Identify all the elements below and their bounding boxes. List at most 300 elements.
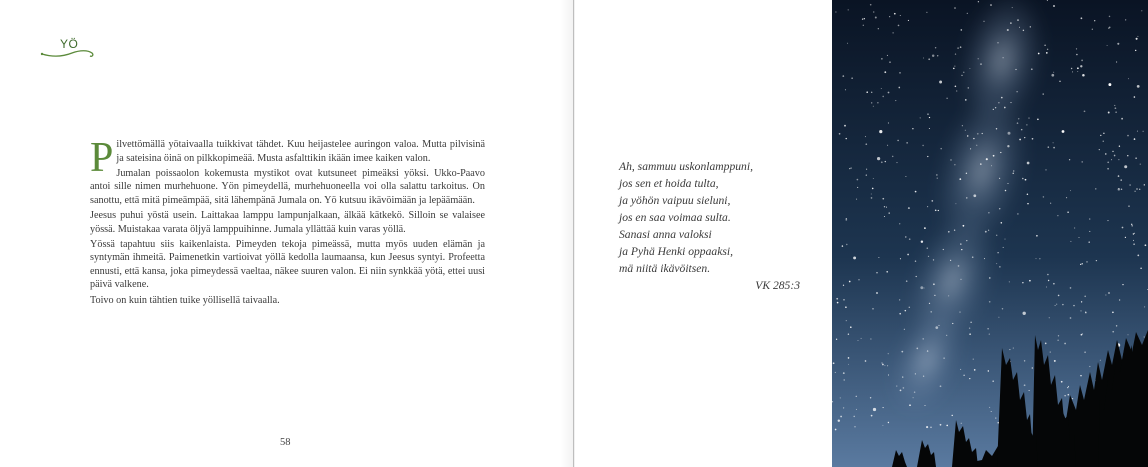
- star: [976, 145, 977, 146]
- star: [1057, 215, 1058, 216]
- star: [929, 303, 930, 304]
- star: [1002, 308, 1003, 309]
- star: [1071, 68, 1072, 69]
- star: [1070, 317, 1072, 319]
- star: [899, 313, 901, 315]
- star: [1049, 317, 1050, 318]
- star: [1016, 91, 1017, 92]
- star: [1009, 349, 1010, 350]
- star: [1027, 203, 1028, 204]
- star: [1133, 240, 1134, 241]
- star: [955, 53, 956, 54]
- star: [1107, 220, 1108, 221]
- star: [966, 197, 967, 198]
- star: [870, 397, 871, 398]
- hymn-line: ja Pyhä Henki oppaaksi,: [619, 245, 733, 258]
- star: [960, 369, 961, 370]
- star: [856, 199, 857, 200]
- star: [930, 426, 932, 428]
- star: [967, 135, 968, 136]
- star: [905, 310, 907, 312]
- star: [879, 130, 882, 133]
- star: [1058, 335, 1059, 336]
- star: [978, 1, 979, 2]
- star: [1029, 390, 1030, 391]
- star: [872, 188, 874, 190]
- star: [1122, 284, 1123, 285]
- star: [1037, 118, 1039, 120]
- star: [991, 165, 992, 166]
- star: [1030, 26, 1031, 27]
- star: [978, 58, 979, 59]
- star: [1070, 287, 1072, 289]
- star: [1140, 164, 1141, 165]
- hymn-line: mä niitä ikävöitsen.: [619, 262, 711, 275]
- flourish-ornament-icon: [40, 47, 100, 59]
- star: [920, 286, 923, 289]
- star: [1013, 173, 1014, 174]
- star: [930, 311, 931, 312]
- star: [899, 223, 900, 224]
- star: [833, 362, 835, 364]
- star: [1067, 212, 1068, 213]
- star: [1031, 68, 1033, 70]
- star: [1064, 395, 1065, 396]
- star: [950, 159, 951, 160]
- star: [1135, 158, 1136, 159]
- star: [997, 252, 998, 253]
- star: [884, 365, 885, 366]
- star: [1062, 130, 1065, 133]
- star: [939, 81, 942, 84]
- star: [923, 376, 924, 377]
- star: [1128, 205, 1130, 207]
- star: [980, 163, 982, 165]
- page-number: 58: [280, 437, 291, 448]
- star: [987, 328, 988, 329]
- star: [907, 142, 908, 143]
- star: [851, 78, 852, 79]
- star: [906, 280, 908, 282]
- star: [935, 210, 937, 212]
- star: [921, 240, 923, 242]
- star: [1136, 188, 1137, 189]
- star: [1045, 169, 1046, 170]
- star: [1053, 5, 1055, 7]
- star: [1107, 168, 1109, 170]
- star: [870, 4, 872, 6]
- star: [905, 236, 906, 237]
- star: [969, 378, 970, 379]
- star: [871, 92, 872, 93]
- star: [878, 28, 879, 29]
- star: [933, 283, 935, 285]
- star: [838, 419, 840, 421]
- star: [857, 179, 859, 181]
- star: [848, 334, 849, 335]
- star: [1032, 367, 1033, 368]
- star: [936, 174, 937, 175]
- star: [1066, 197, 1067, 198]
- star: [973, 359, 974, 360]
- star: [1076, 48, 1077, 49]
- gutter-shadow: [560, 0, 575, 467]
- right-page: [575, 0, 832, 467]
- star: [904, 329, 905, 330]
- star: [928, 256, 929, 257]
- starry-night-sky-photo: [832, 0, 1148, 467]
- star: [889, 61, 890, 62]
- star: [887, 365, 888, 366]
- star: [1051, 74, 1054, 77]
- star: [908, 207, 910, 209]
- star: [882, 198, 884, 200]
- star: [873, 178, 874, 179]
- star: [909, 307, 910, 308]
- star: [1007, 29, 1009, 31]
- star: [1032, 138, 1034, 140]
- star: [898, 87, 900, 89]
- star: [938, 210, 939, 211]
- star: [957, 47, 959, 49]
- star: [907, 254, 909, 256]
- star: [887, 145, 888, 146]
- star: [1114, 105, 1115, 106]
- star: [889, 16, 890, 17]
- star: [861, 338, 862, 339]
- paragraph: [90, 135, 485, 181]
- star: [914, 391, 915, 392]
- star: [940, 148, 942, 150]
- star: [963, 225, 965, 227]
- star: [935, 326, 938, 329]
- star: [1061, 381, 1063, 383]
- star: [1005, 190, 1007, 192]
- star: [927, 247, 928, 248]
- star: [952, 415, 953, 416]
- star: [966, 173, 967, 174]
- star: [989, 277, 990, 278]
- star: [1118, 175, 1120, 177]
- star: [1022, 178, 1024, 180]
- star: [928, 58, 930, 60]
- star: [1036, 235, 1038, 237]
- star: [1080, 310, 1081, 311]
- star: [908, 20, 909, 21]
- star: [996, 128, 997, 129]
- star: [954, 66, 955, 67]
- star: [1070, 241, 1071, 242]
- star: [995, 418, 996, 419]
- star: [1135, 50, 1136, 51]
- star: [1107, 161, 1109, 163]
- star: [881, 362, 882, 363]
- star: [998, 102, 999, 103]
- star: [998, 317, 999, 318]
- star: [877, 102, 878, 103]
- star: [970, 148, 971, 149]
- star: [1137, 255, 1139, 257]
- star: [1092, 29, 1093, 30]
- star: [950, 260, 951, 261]
- star: [1058, 295, 1060, 297]
- star: [1112, 311, 1114, 313]
- star: [923, 58, 924, 59]
- star: [1068, 394, 1070, 396]
- star: [1096, 260, 1097, 261]
- star: [943, 249, 944, 250]
- star: [1109, 26, 1111, 28]
- star: [1118, 159, 1119, 160]
- star: [954, 7, 956, 9]
- star: [960, 46, 962, 48]
- star: [1046, 287, 1047, 288]
- star: [839, 133, 841, 135]
- star: [864, 18, 865, 19]
- star: [1094, 20, 1095, 21]
- star: [1055, 305, 1056, 306]
- star: [916, 348, 918, 350]
- star: [952, 323, 953, 324]
- star: [835, 429, 837, 431]
- star: [1043, 93, 1044, 94]
- star: [853, 256, 856, 259]
- star: [1112, 331, 1114, 333]
- star: [1085, 312, 1086, 313]
- paragraph: Jumalan poissaolon kokemusta mystikot ovat kutsuneet pimeäksi yöksi. Ukko-Paavo antoi sille nimen murhehuone. Yön pimeydellä, murhehuoneella voi olla salattu tarkoitus. On sanottu, että mitä pimeämpää, sitä lähempänä Jumala on. Yö kutsuu ikävöimään ja lepäämään.: [90, 167, 485, 206]
- star: [1045, 343, 1047, 345]
- star: [1080, 375, 1081, 376]
- star: [1073, 305, 1074, 306]
- star: [1124, 165, 1127, 168]
- star: [1027, 194, 1029, 196]
- hymn-line: Sanasi anna valoksi: [619, 228, 712, 241]
- star: [1044, 45, 1046, 47]
- star: [972, 256, 974, 258]
- star: [946, 335, 947, 336]
- star: [1081, 301, 1082, 302]
- star: [1116, 325, 1117, 326]
- star: [967, 13, 968, 14]
- star: [1081, 17, 1083, 19]
- star: [892, 32, 893, 33]
- star: [848, 364, 849, 365]
- hymn-verse: [619, 158, 819, 277]
- star: [1048, 280, 1049, 281]
- star: [909, 238, 911, 240]
- star: [843, 379, 844, 380]
- star: [1050, 352, 1051, 353]
- paragraph: Jeesus puhui yöstä usein. Laittakaa lamppu lampunjalkaan, älkää kätkekö. Silloin se valaisee yössä. Muistakaa varata öljyä lamppuihinne. Jumala yllättää kuin varas yöllä.: [90, 209, 485, 235]
- star: [1004, 107, 1006, 109]
- star: [849, 281, 851, 283]
- star: [1010, 22, 1011, 23]
- star: [970, 322, 971, 323]
- star: [837, 302, 839, 304]
- star: [913, 397, 914, 398]
- star: [946, 98, 947, 99]
- paragraph: Toivo on kuin tähtien tuike yöllisellä taivaalla.: [90, 294, 280, 306]
- star: [988, 212, 989, 213]
- star: [996, 235, 997, 236]
- star: [1069, 159, 1070, 160]
- star: [927, 156, 928, 157]
- star: [1080, 65, 1082, 67]
- star: [871, 193, 872, 194]
- star: [832, 401, 833, 402]
- star: [1025, 179, 1027, 181]
- star: [969, 328, 970, 329]
- star: [912, 128, 913, 129]
- star: [953, 68, 955, 70]
- star: [1050, 203, 1051, 204]
- hymn-line: ja yöhön vaipuu sieluni,: [619, 194, 731, 207]
- star: [1099, 149, 1100, 150]
- star: [1084, 351, 1086, 353]
- star: [1081, 161, 1083, 163]
- star: [888, 212, 889, 213]
- hymn-line: jos sen et hoida tulta,: [619, 177, 719, 190]
- star: [1114, 155, 1116, 157]
- star: [905, 176, 906, 177]
- star: [1144, 184, 1145, 185]
- star: [848, 357, 850, 359]
- star: [835, 372, 836, 373]
- star: [1018, 118, 1019, 119]
- star: [999, 178, 1000, 179]
- star: [965, 130, 966, 131]
- star: [1108, 83, 1111, 86]
- star: [1115, 112, 1116, 113]
- star: [909, 404, 911, 406]
- star: [848, 9, 849, 10]
- star: [940, 424, 942, 426]
- star: [897, 162, 898, 163]
- star: [1134, 138, 1136, 140]
- star: [1122, 227, 1124, 229]
- star: [856, 409, 857, 410]
- star: [840, 397, 841, 398]
- star: [1068, 386, 1069, 387]
- star: [862, 18, 863, 19]
- star: [870, 338, 871, 339]
- star: [1023, 312, 1026, 315]
- star: [881, 161, 883, 163]
- star: [980, 63, 981, 64]
- star: [1074, 227, 1075, 228]
- star: [850, 167, 851, 168]
- star: [846, 218, 847, 219]
- star: [1127, 135, 1129, 137]
- star: [1145, 244, 1147, 246]
- star: [840, 416, 842, 418]
- star: [1095, 188, 1096, 189]
- star: [1127, 155, 1128, 156]
- star: [1054, 360, 1056, 362]
- star: [873, 106, 874, 107]
- star: [900, 15, 901, 16]
- star: [1017, 19, 1018, 20]
- star: [1109, 16, 1111, 18]
- hymn-line: jos en saa voimaa sulta.: [619, 211, 731, 224]
- star: [1121, 188, 1123, 190]
- star: [1100, 135, 1101, 136]
- star: [857, 187, 858, 188]
- star: [938, 325, 939, 326]
- star: [1141, 10, 1142, 11]
- star: [1137, 131, 1138, 132]
- star: [1118, 188, 1121, 191]
- star: [1072, 398, 1073, 399]
- star: [1103, 133, 1104, 134]
- paragraph-text: ilvettömällä yötaivaalla tuikkivat tähdet. Kuu heijastelee auringon valoa. Mutta pilvisinä ja sateisina öinä on pilkkopimeää. Musta asfalttikin ikään imee kaiken valon.: [116, 139, 485, 164]
- star: [966, 240, 967, 241]
- star: [1125, 19, 1126, 20]
- star: [1084, 110, 1086, 112]
- star: [1120, 179, 1121, 180]
- star: [1019, 139, 1021, 141]
- star: [882, 425, 883, 426]
- star: [1116, 61, 1117, 62]
- star: [878, 257, 879, 258]
- star: [897, 140, 898, 141]
- star: [961, 249, 962, 250]
- star: [1008, 132, 1011, 135]
- star: [1129, 184, 1131, 186]
- star: [988, 370, 989, 371]
- star: [1015, 69, 1016, 70]
- star: [937, 55, 938, 56]
- star: [929, 117, 930, 118]
- star: [989, 333, 990, 334]
- star: [1019, 27, 1020, 28]
- star: [1053, 142, 1054, 143]
- star: [835, 11, 836, 12]
- star: [865, 360, 867, 362]
- hymn-reference: VK 285:3: [755, 279, 800, 292]
- star: [1009, 281, 1010, 282]
- star: [922, 145, 923, 146]
- star: [873, 11, 874, 12]
- star: [1080, 264, 1081, 265]
- star: [1013, 170, 1014, 171]
- star: [886, 207, 887, 208]
- star: [989, 407, 990, 408]
- star: [990, 4, 992, 6]
- star: [1119, 299, 1120, 300]
- star: [1081, 60, 1083, 62]
- star: [884, 206, 885, 207]
- star: [885, 161, 886, 162]
- star: [1012, 7, 1013, 8]
- star: [847, 43, 848, 44]
- star: [960, 243, 962, 245]
- star: [899, 299, 900, 300]
- hymn-line: Ah, sammuu uskonlamppuni,: [619, 160, 753, 173]
- star: [1064, 343, 1066, 345]
- star: [888, 92, 890, 94]
- star: [985, 231, 987, 233]
- star: [1134, 191, 1135, 192]
- star: [1134, 96, 1136, 98]
- star: [882, 364, 884, 366]
- star: [984, 258, 985, 259]
- star: [881, 58, 882, 59]
- star: [1024, 360, 1025, 361]
- body-text: [90, 135, 485, 309]
- star: [871, 197, 873, 199]
- star: [1078, 237, 1079, 238]
